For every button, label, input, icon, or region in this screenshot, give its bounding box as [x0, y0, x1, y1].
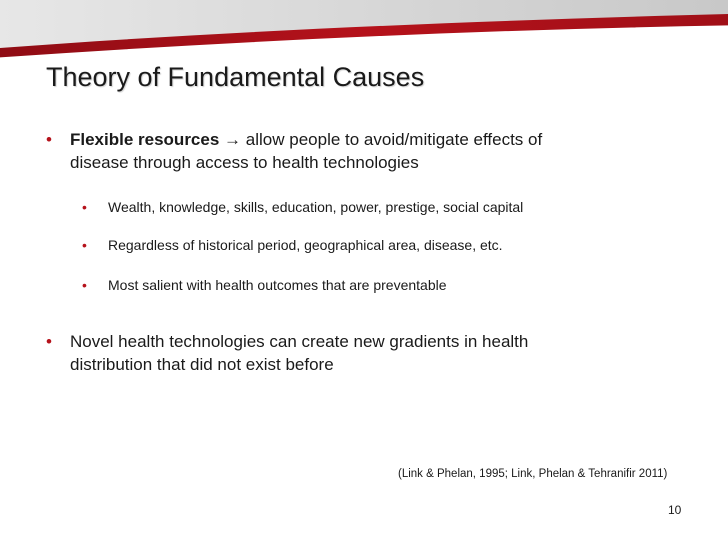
bullet-lead-term: Flexible resources [70, 130, 220, 149]
arrow-icon: → [224, 130, 242, 149]
header-swoosh-decoration [0, 0, 728, 62]
bullet-icon: • [46, 332, 52, 351]
slide-title: Theory of Fundamental Causes [46, 62, 425, 92]
sub-bullet-icon: • [82, 237, 87, 253]
sub-bullet-text: Most salient with health outcomes that are preventable [108, 277, 447, 293]
citation: (Link & Phelan, 1995; Link, Phelan & Tehranifir 2011) [398, 468, 668, 480]
sub-bullet-text: Regardless of historical period, geographical area, disease, etc. [108, 237, 503, 253]
bullet-text [70, 128, 660, 174]
page-number: 10 [668, 503, 682, 517]
bullet-line-1 [70, 128, 660, 151]
sub-bullet-text: Wealth, knowledge, skills, education, power, prestige, social capital [108, 199, 524, 215]
bullet-text [70, 330, 660, 376]
bullet-line-2: distribution that did not exist before [70, 355, 334, 374]
bullet-line-1-rest: allow people to avoid/mitigate effects of [245, 130, 543, 149]
sub-bullet-icon: • [82, 199, 87, 215]
bullet-icon: • [46, 130, 52, 149]
bullet-line-1: Novel health technologies can create new gradients in health [70, 332, 529, 351]
sub-bullet-icon: • [82, 277, 87, 293]
bullet-line-2: disease through access to health technologies [70, 153, 419, 172]
